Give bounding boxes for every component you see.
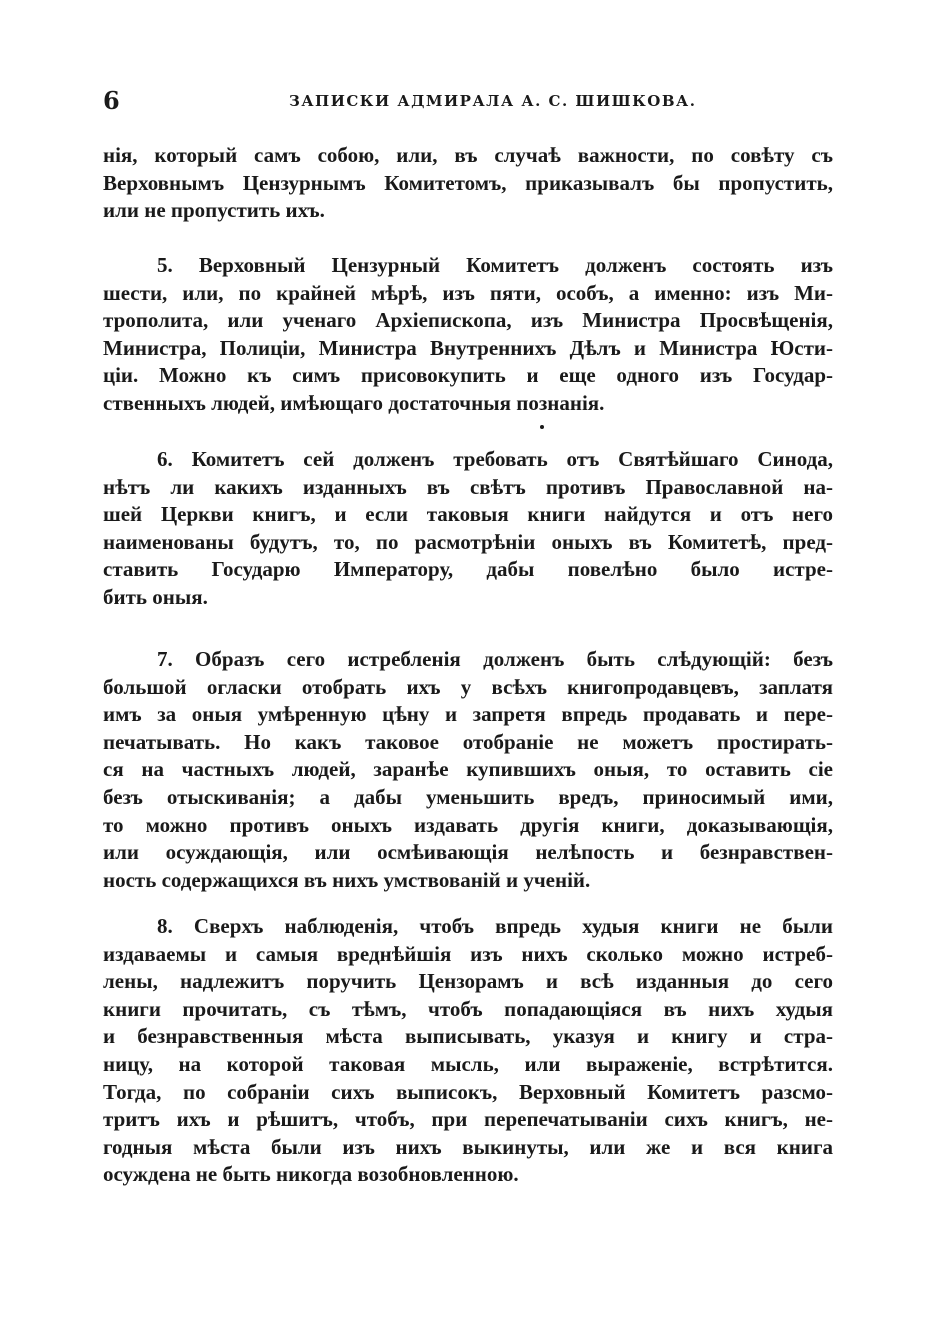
text-line: нія, который самъ собою, или, въ случаѣ важности, по совѣту съ xyxy=(103,143,833,167)
page-number: 6 xyxy=(103,86,120,115)
text-line: Верховнымъ Цензурнымъ Комитетомъ, приказывалъ бы пропустить, xyxy=(103,170,833,195)
text-line: 8. Сверхъ наблюденія, чтобъ впредь худыя книги не были xyxy=(157,914,833,938)
text-line: издаваемы и самыя вреднѣйшія изъ нихъ сколько можно истреб- xyxy=(103,941,833,966)
text-line: бить оныя. xyxy=(103,584,208,609)
text-line: 6. Комитетъ сей долженъ требовать отъ Святѣйшаго Синода, xyxy=(157,447,833,471)
paragraph-item-5 xyxy=(103,252,833,418)
text-line: Тогда, по собраніи сихъ выписокъ, Верховный Комитетъ разсмо- xyxy=(103,1079,833,1104)
text-line: ственныхъ людей, имѣющаго достаточныя познанія. xyxy=(103,390,605,415)
ink-dot xyxy=(540,425,544,429)
text-line: безъ отыскиванія; а дабы уменьшить вредъ, приносимый ими, xyxy=(103,784,833,809)
paragraph-item-8 xyxy=(103,913,833,1189)
text-line: и безнравственныя мѣста выписывать, указуя и книгу и стра- xyxy=(103,1024,833,1049)
text-line: ставить Государю Императору, дабы повелѣно было истре- xyxy=(103,557,833,582)
text-line: нѣтъ ли какихъ изданныхъ въ свѣтъ противъ Православной на- xyxy=(103,474,833,499)
text-line: ся на частныхъ людей, заранѣе купившихъ оныя, то оставить сіе xyxy=(103,757,833,782)
text-line: трополита, или ученаго Архіепископа, изъ Министра Просвѣщенія, xyxy=(103,308,833,333)
text-line: шей Церкви книгъ, и если таковыя книги найдутся и отъ него xyxy=(103,502,833,527)
running-title: ЗАПИСКИ АДМИРАЛА А. С. ШИШКОВА. xyxy=(289,92,697,110)
text-line: 5. Верховный Цензурный Комитетъ долженъ состоять изъ xyxy=(157,253,833,277)
text-line: тритъ ихъ и рѣшитъ, чтобъ, при перепечатываніи сихъ книгъ, не- xyxy=(103,1107,833,1132)
text-line: или не пропустить ихъ. xyxy=(103,198,325,223)
text-line: книги прочитать, съ тѣмъ, чтобъ попадающіяся въ нихъ худыя xyxy=(103,996,833,1021)
paragraph-continuation xyxy=(103,142,833,225)
text-line: Министра, Полиціи, Министра Внутреннихъ Дѣлъ и Министра Юсти- xyxy=(103,335,833,360)
text-line: 7. Образъ сего истребленія долженъ быть слѣдующій: безъ xyxy=(157,647,833,671)
text-line: лены, надлежитъ поручить Цензорамъ и всѣ изданныя до сего xyxy=(103,969,833,994)
text-line: годныя мѣста были изъ нихъ выкинуты, или же и вся книга xyxy=(103,1134,833,1159)
text-line: ность содержащихся въ нихъ умствованій и ученій. xyxy=(103,867,591,892)
text-line: печатывать. Но какъ таковое отобраніе не можетъ простирать- xyxy=(103,729,833,754)
text-line: ницу, на которой таковая мысль, или выраженіе, встрѣтится. xyxy=(103,1051,833,1076)
text-line: наименованы будутъ, то, по расмотрѣніи оныхъ въ Комитетѣ, пред- xyxy=(103,529,833,554)
text-line: то можно противъ оныхъ издавать другія книги, доказывающія, xyxy=(103,812,833,837)
paragraph-item-7 xyxy=(103,646,833,894)
page-header xyxy=(103,86,833,116)
text-line: шести, или, по крайней мѣрѣ, изъ пяти, особъ, а именно: изъ Ми- xyxy=(103,280,833,305)
text-line: осуждена не быть никогда возобновленною. xyxy=(103,1162,519,1187)
text-line: или осуждающія, или осмѣивающія нелѣпость и безнравствен- xyxy=(103,840,833,865)
text-line: имъ за оныя умѣренную цѣну и запретя впредь продавать и пере- xyxy=(103,702,833,727)
paragraph-item-6 xyxy=(103,446,833,612)
text-line: ціи. Можно къ симъ присовокупить и еще одного изъ Государ- xyxy=(103,363,833,388)
text-line: большой огласки отобрать ихъ у всѣхъ книгопродавцевъ, заплатя xyxy=(103,674,833,699)
